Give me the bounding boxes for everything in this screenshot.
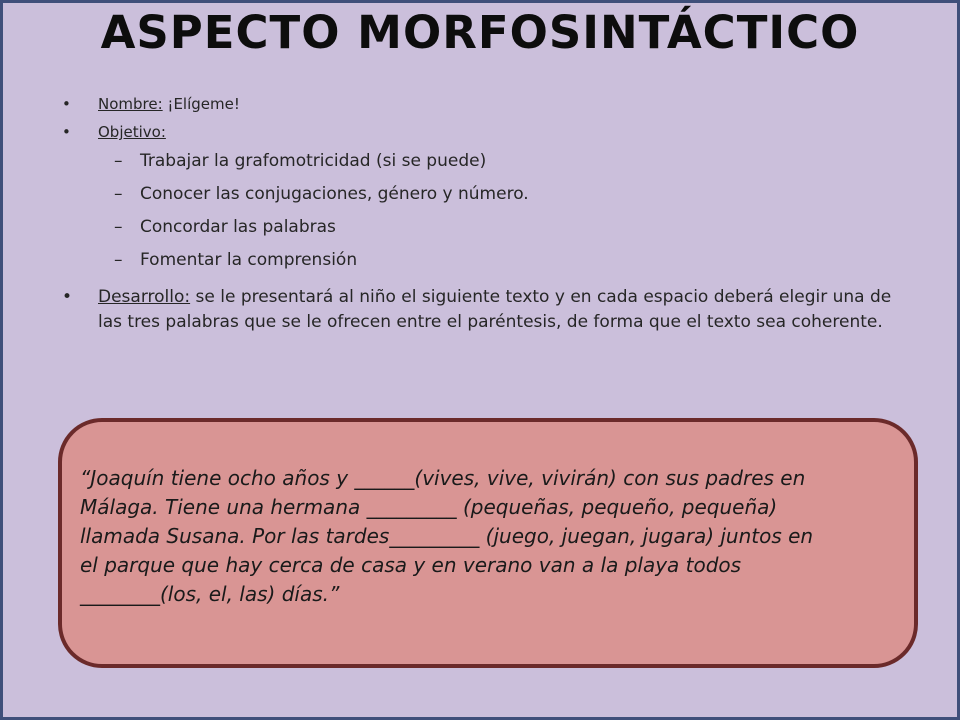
exercise-text: “Joaquín tiene ocho años y ______(vives, vive, vivirán) con sus padres en Málaga. Tiene una hermana _________ (pequeñas, pequeño, pequeña) llamada Susana. Por las tardes_________ (juego, juegan, jugara) juntos en el parque que hay cerca de casa y en verano van a la playa todos ________(los, el, las) días.” — [80, 466, 814, 606]
bullet-nombre — [62, 94, 912, 114]
objetivo-item: – Trabajar la grafomotricidad (si se puede) — [62, 150, 912, 172]
nombre-label: Nombre: — [98, 95, 163, 113]
objetivo-item: – Concordar las palabras — [62, 216, 912, 238]
objetivo-item: – Conocer las conjugaciones, género y número. — [62, 183, 912, 205]
page-title: ASPECTO MORFOSINTÁCTICO — [100, 6, 860, 59]
desarrollo-text: se le presentará al niño el siguiente texto y en cada espacio deberá elegir una de las tres palabras que se le ofrecen entre el paréntesis, de forma que el texto sea coherente. — [98, 287, 892, 332]
desarrollo-label: Desarrollo: — [98, 287, 191, 307]
objetivo-item: – Fomentar la comprensión — [62, 249, 912, 271]
bullet-objetivo — [62, 122, 912, 142]
bullet-desarrollo — [62, 285, 912, 335]
nombre-value: ¡Elígeme! — [162, 95, 240, 113]
objetivo-label: Objetivo: — [98, 123, 166, 141]
bullet-list — [62, 94, 912, 335]
